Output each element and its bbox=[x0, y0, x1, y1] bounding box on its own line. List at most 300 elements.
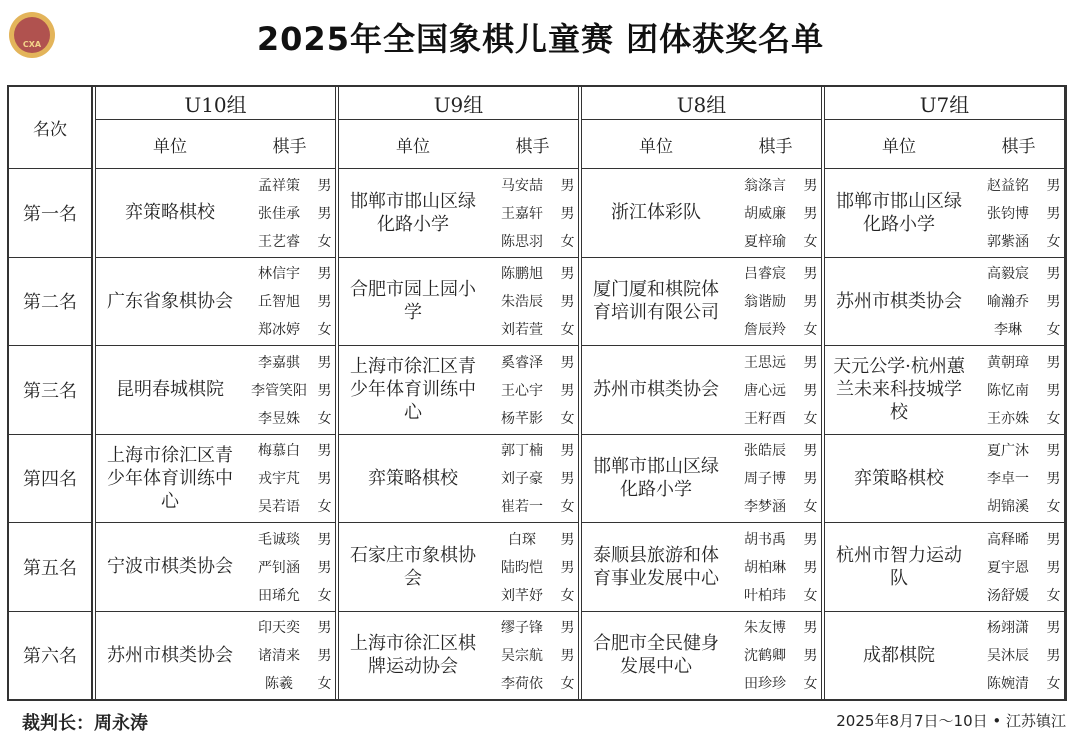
table-row bbox=[825, 346, 1064, 435]
player-list bbox=[973, 435, 1064, 523]
player-name: 诸清来 bbox=[258, 648, 300, 665]
player-name: 崔若一 bbox=[501, 499, 543, 516]
player bbox=[487, 291, 578, 311]
rank-column bbox=[9, 87, 93, 699]
player-name: 吴沐辰 bbox=[987, 648, 1029, 665]
player-gender: 男 bbox=[560, 531, 575, 548]
player bbox=[973, 645, 1064, 665]
group-header: U7组 bbox=[825, 87, 1064, 120]
player bbox=[973, 496, 1064, 516]
player-name: 吴宗航 bbox=[501, 648, 543, 665]
player bbox=[244, 468, 335, 488]
player-gender: 男 bbox=[1046, 471, 1061, 488]
table-row bbox=[96, 435, 335, 524]
group-header: U9组 bbox=[339, 87, 578, 120]
group-column-U7组 bbox=[824, 87, 1065, 699]
team-unit: 合肥市园上园小学 bbox=[350, 279, 476, 324]
player-name: 丘智旭 bbox=[258, 294, 300, 311]
player-list bbox=[487, 523, 578, 611]
player bbox=[730, 468, 821, 488]
table-row bbox=[339, 612, 578, 700]
table-row bbox=[582, 346, 821, 435]
player-gender: 女 bbox=[803, 587, 818, 604]
player bbox=[487, 175, 578, 195]
player-gender: 女 bbox=[560, 499, 575, 516]
player-name: 杨翊潇 bbox=[987, 620, 1029, 637]
table-row bbox=[825, 612, 1064, 700]
player-name: 胡威廉 bbox=[744, 205, 786, 222]
player-name: 叶柏玮 bbox=[744, 587, 786, 604]
player-gender: 男 bbox=[1046, 443, 1061, 460]
player-gender: 男 bbox=[1046, 559, 1061, 576]
unit-header: 单位 bbox=[396, 136, 430, 157]
player bbox=[487, 352, 578, 372]
player-name: 詹辰羚 bbox=[744, 322, 786, 339]
player-name: 张佳承 bbox=[258, 205, 300, 222]
team-unit: 苏州市棋类协会 bbox=[836, 290, 962, 312]
table-row bbox=[582, 435, 821, 524]
player-name: 胡锦溪 bbox=[987, 499, 1029, 516]
player-gender: 女 bbox=[317, 410, 332, 427]
sub-header bbox=[825, 120, 1064, 169]
player-name: 杨芊影 bbox=[501, 410, 543, 427]
player-name: 印天奕 bbox=[258, 620, 300, 637]
table-row bbox=[339, 435, 578, 524]
player-name: 沈鹤卿 bbox=[744, 648, 786, 665]
player-gender: 女 bbox=[803, 499, 818, 516]
player-list bbox=[973, 346, 1064, 434]
player-gender: 男 bbox=[317, 382, 332, 399]
group-header: U8组 bbox=[582, 87, 821, 120]
team-unit: 邯郸市邯山区绿化路小学 bbox=[350, 190, 476, 235]
player bbox=[730, 440, 821, 460]
player bbox=[973, 231, 1064, 251]
table-row bbox=[339, 523, 578, 612]
team-unit: 天元公学·杭州蕙兰未来科技城学校 bbox=[833, 356, 965, 424]
player-gender: 男 bbox=[317, 559, 332, 576]
team-unit: 弈策略棋校 bbox=[854, 467, 944, 489]
table-row bbox=[96, 346, 335, 435]
player-name: 陈思羽 bbox=[501, 233, 543, 250]
player-name: 翁涤言 bbox=[744, 177, 786, 194]
player-name: 陈忆南 bbox=[987, 382, 1029, 399]
table-row bbox=[825, 435, 1064, 524]
player-header: 棋手 bbox=[515, 136, 550, 157]
player bbox=[973, 291, 1064, 311]
player-gender: 男 bbox=[560, 620, 575, 637]
player-name: 翁谐励 bbox=[744, 294, 786, 311]
player-list bbox=[244, 258, 335, 346]
player bbox=[973, 380, 1064, 400]
player bbox=[973, 319, 1064, 339]
rank-label: 第一名 bbox=[9, 169, 91, 258]
player-name: 李管笑阳 bbox=[251, 382, 307, 399]
player-name: 朱浩辰 bbox=[501, 294, 543, 311]
player bbox=[730, 175, 821, 195]
player-gender: 男 bbox=[803, 531, 818, 548]
player bbox=[244, 496, 335, 516]
player-gender: 男 bbox=[803, 559, 818, 576]
player-gender: 女 bbox=[803, 410, 818, 427]
player bbox=[487, 319, 578, 339]
table-row bbox=[96, 258, 335, 347]
team-unit: 昆明春城棋院 bbox=[116, 379, 224, 401]
player bbox=[973, 352, 1064, 372]
rank-label: 第三名 bbox=[9, 346, 91, 435]
player-gender: 男 bbox=[317, 266, 332, 283]
player bbox=[244, 352, 335, 372]
team-unit: 泰顺县旅游和体育事业发展中心 bbox=[593, 544, 719, 589]
player-name: 马安喆 bbox=[501, 177, 543, 194]
player bbox=[730, 673, 821, 693]
player bbox=[244, 408, 335, 428]
player bbox=[244, 380, 335, 400]
player-gender: 男 bbox=[317, 531, 332, 548]
player bbox=[244, 617, 335, 637]
player-gender: 女 bbox=[1046, 233, 1061, 250]
player-name: 胡书禹 bbox=[744, 531, 786, 548]
player-gender: 女 bbox=[560, 322, 575, 339]
team-unit: 广东省象棋协会 bbox=[107, 290, 233, 312]
player-gender: 男 bbox=[1046, 294, 1061, 311]
rank-label: 第六名 bbox=[23, 646, 77, 668]
player-name: 陆昀恺 bbox=[501, 559, 543, 576]
player bbox=[973, 175, 1064, 195]
team-unit: 弈策略棋校 bbox=[368, 467, 458, 489]
player-name: 李昱姝 bbox=[258, 410, 300, 427]
player-name: 陈羲 bbox=[265, 676, 293, 693]
player bbox=[244, 175, 335, 195]
player-gender: 男 bbox=[560, 354, 575, 371]
player-gender: 女 bbox=[803, 676, 818, 693]
player-list bbox=[487, 612, 578, 700]
player-gender: 男 bbox=[803, 443, 818, 460]
table-row bbox=[96, 612, 335, 700]
player bbox=[487, 468, 578, 488]
player-name: 田珍珍 bbox=[744, 676, 786, 693]
player-name: 刘芊妤 bbox=[501, 587, 543, 604]
player-name: 王思远 bbox=[744, 354, 786, 371]
player bbox=[244, 645, 335, 665]
player-gender: 女 bbox=[560, 587, 575, 604]
player bbox=[973, 203, 1064, 223]
player bbox=[973, 673, 1064, 693]
date-place: 2025年8月7日～10日 • 江苏镇江 bbox=[836, 712, 1066, 730]
player-gender: 男 bbox=[560, 382, 575, 399]
player-list bbox=[973, 523, 1064, 611]
player-name: 毛诚琰 bbox=[258, 531, 300, 548]
table-row bbox=[582, 258, 821, 347]
player bbox=[487, 203, 578, 223]
player-name: 高毅宸 bbox=[987, 266, 1029, 283]
rank-header: 名次 bbox=[9, 87, 91, 169]
player-list bbox=[730, 169, 821, 257]
player-name: 王亦姝 bbox=[987, 410, 1029, 427]
player-name: 喻瀚乔 bbox=[987, 294, 1029, 311]
player-gender: 男 bbox=[560, 648, 575, 665]
player-gender: 男 bbox=[317, 294, 332, 311]
unit-header: 单位 bbox=[882, 136, 916, 157]
player-gender: 男 bbox=[803, 648, 818, 665]
player-gender: 男 bbox=[317, 177, 332, 194]
player-name: 王嘉轩 bbox=[501, 205, 543, 222]
player-list bbox=[973, 169, 1064, 257]
player-name: 梅慕白 bbox=[258, 443, 300, 460]
player-list bbox=[487, 435, 578, 523]
team-unit: 宁波市棋类协会 bbox=[107, 556, 233, 578]
player bbox=[487, 645, 578, 665]
player-name: 夏宇恩 bbox=[987, 559, 1029, 576]
player bbox=[244, 529, 335, 549]
player bbox=[973, 617, 1064, 637]
player-gender: 男 bbox=[560, 266, 575, 283]
player bbox=[730, 408, 821, 428]
rank-label: 第五名 bbox=[9, 523, 91, 612]
team-unit: 苏州市棋类协会 bbox=[593, 379, 719, 401]
player bbox=[244, 291, 335, 311]
player-header: 棋手 bbox=[272, 136, 307, 157]
player-name: 刘若萱 bbox=[501, 322, 543, 339]
player-header: 棋手 bbox=[1001, 136, 1036, 157]
player-name: 李卓一 bbox=[987, 471, 1029, 488]
player bbox=[973, 408, 1064, 428]
table-row bbox=[582, 169, 821, 258]
player-name: 奚睿泽 bbox=[501, 354, 543, 371]
player-gender: 男 bbox=[560, 294, 575, 311]
player bbox=[730, 529, 821, 549]
player-name: 孟祥策 bbox=[258, 177, 300, 194]
player-gender: 男 bbox=[803, 294, 818, 311]
team-unit: 上海市徐汇区棋牌运动协会 bbox=[350, 633, 476, 678]
player bbox=[730, 645, 821, 665]
player-list bbox=[487, 258, 578, 346]
unit-header: 单位 bbox=[639, 136, 673, 157]
player bbox=[244, 440, 335, 460]
player-name: 汤舒媛 bbox=[987, 587, 1029, 604]
player-gender: 女 bbox=[560, 233, 575, 250]
rank-label: 第四名 bbox=[9, 435, 91, 524]
player bbox=[487, 263, 578, 283]
player-gender: 男 bbox=[317, 471, 332, 488]
player bbox=[487, 408, 578, 428]
player-list bbox=[973, 612, 1064, 700]
rank-label: 第二名 bbox=[9, 258, 91, 347]
player-name: 王心宇 bbox=[501, 382, 543, 399]
player-name: 高释晞 bbox=[987, 531, 1029, 548]
player-name: 周子博 bbox=[744, 471, 786, 488]
player-gender: 男 bbox=[1046, 354, 1061, 371]
team-unit: 杭州市智力运动队 bbox=[836, 544, 962, 589]
player-header: 棋手 bbox=[758, 136, 793, 157]
player-name: 夏梓瑜 bbox=[744, 233, 786, 250]
player-name: 刘子豪 bbox=[501, 471, 543, 488]
player-gender: 女 bbox=[317, 233, 332, 250]
player-gender: 女 bbox=[1046, 587, 1061, 604]
player-name: 郑冰婷 bbox=[258, 322, 300, 339]
awards-table bbox=[7, 85, 1067, 701]
table-row bbox=[582, 612, 821, 700]
player-gender: 男 bbox=[1046, 382, 1061, 399]
player bbox=[487, 673, 578, 693]
player-gender: 女 bbox=[803, 233, 818, 250]
chief-referee: 裁判长：周永涛 bbox=[22, 713, 148, 734]
player-name: 李梦涵 bbox=[744, 499, 786, 516]
player bbox=[730, 557, 821, 577]
player-gender: 男 bbox=[803, 471, 818, 488]
player-gender: 男 bbox=[803, 620, 818, 637]
player-gender: 女 bbox=[560, 676, 575, 693]
player-name: 李琳 bbox=[994, 322, 1022, 339]
player-gender: 女 bbox=[317, 322, 332, 339]
player-gender: 女 bbox=[317, 676, 332, 693]
player-gender: 男 bbox=[317, 620, 332, 637]
player-gender: 男 bbox=[560, 205, 575, 222]
player-list bbox=[244, 523, 335, 611]
unit-header: 单位 bbox=[153, 136, 187, 157]
team-unit: 苏州市棋类协会 bbox=[107, 644, 233, 666]
player bbox=[730, 231, 821, 251]
group-column-U9组 bbox=[338, 87, 579, 699]
group-column-U8组 bbox=[581, 87, 822, 699]
sub-header bbox=[582, 120, 821, 169]
player-name: 林信宇 bbox=[258, 266, 300, 283]
player-name: 朱友博 bbox=[744, 620, 786, 637]
player-name: 郭丁楠 bbox=[501, 443, 543, 460]
player bbox=[244, 319, 335, 339]
team-unit: 合肥市全民健身发展中心 bbox=[593, 633, 719, 678]
player-name: 郭紫涵 bbox=[987, 233, 1029, 250]
player bbox=[487, 557, 578, 577]
player-gender: 男 bbox=[1046, 266, 1061, 283]
player-name: 张皓辰 bbox=[744, 443, 786, 460]
player-name: 赵益铭 bbox=[987, 177, 1029, 194]
player bbox=[487, 380, 578, 400]
player-name: 缪子锋 bbox=[501, 620, 543, 637]
player-gender: 男 bbox=[560, 177, 575, 194]
team-unit: 上海市徐汇区青少年体育训练中心 bbox=[107, 444, 233, 512]
player-name: 吴若语 bbox=[258, 499, 300, 516]
player-gender: 男 bbox=[317, 443, 332, 460]
group-column-U10组 bbox=[95, 87, 336, 699]
table-row bbox=[339, 169, 578, 258]
player-gender: 男 bbox=[317, 205, 332, 222]
player-name: 田琋允 bbox=[258, 587, 300, 604]
player-gender: 女 bbox=[317, 587, 332, 604]
table-row bbox=[96, 523, 335, 612]
player-name: 张钧博 bbox=[987, 205, 1029, 222]
player-gender: 女 bbox=[317, 499, 332, 516]
player bbox=[730, 617, 821, 637]
table-row bbox=[339, 258, 578, 347]
player bbox=[730, 585, 821, 605]
player-gender: 男 bbox=[1046, 177, 1061, 194]
player bbox=[730, 291, 821, 311]
player bbox=[487, 529, 578, 549]
team-unit: 上海市徐汇区青少年体育训练中心 bbox=[350, 356, 476, 424]
player-gender: 男 bbox=[1046, 531, 1061, 548]
player-gender: 男 bbox=[560, 471, 575, 488]
table-row bbox=[825, 523, 1064, 612]
team-unit: 石家庄市象棋协会 bbox=[350, 544, 476, 589]
player-list bbox=[730, 258, 821, 346]
player-gender: 女 bbox=[803, 322, 818, 339]
player bbox=[973, 529, 1064, 549]
player-list bbox=[730, 612, 821, 700]
sub-header bbox=[339, 120, 578, 169]
player-gender: 男 bbox=[1046, 620, 1061, 637]
table-row bbox=[339, 346, 578, 435]
player-list bbox=[487, 169, 578, 257]
player-gender: 女 bbox=[1046, 499, 1061, 516]
player-name: 陈婉清 bbox=[987, 676, 1029, 693]
player bbox=[244, 231, 335, 251]
player-gender: 男 bbox=[560, 443, 575, 460]
player-name: 黄朝璋 bbox=[987, 354, 1029, 371]
player-list bbox=[487, 346, 578, 434]
player-name: 唐心远 bbox=[744, 382, 786, 399]
page-title: 2025年全国象棋儿童赛 团体获奖名单 bbox=[256, 20, 825, 58]
table-row bbox=[825, 258, 1064, 347]
player-list bbox=[244, 346, 335, 434]
team-unit: 邯郸市邯山区绿化路小学 bbox=[593, 456, 719, 501]
player-gender: 男 bbox=[803, 382, 818, 399]
player-name: 胡柏琳 bbox=[744, 559, 786, 576]
group-header: U10组 bbox=[96, 87, 335, 120]
table-row bbox=[582, 523, 821, 612]
player-list bbox=[730, 523, 821, 611]
player-gender: 女 bbox=[1046, 322, 1061, 339]
player bbox=[487, 617, 578, 637]
player bbox=[487, 440, 578, 460]
team-unit: 厦门厦和棋院体育培训有限公司 bbox=[593, 279, 719, 324]
player bbox=[730, 352, 821, 372]
player-gender: 女 bbox=[1046, 410, 1061, 427]
player bbox=[487, 496, 578, 516]
player-list bbox=[244, 612, 335, 700]
player-gender: 女 bbox=[1046, 676, 1061, 693]
sub-header bbox=[96, 120, 335, 169]
player bbox=[730, 263, 821, 283]
player-list bbox=[244, 435, 335, 523]
player bbox=[730, 380, 821, 400]
player bbox=[730, 319, 821, 339]
player-name: 吕睿宸 bbox=[744, 266, 786, 283]
player-name: 夏广沐 bbox=[987, 443, 1029, 460]
player-list bbox=[973, 258, 1064, 346]
player-name: 李嘉骐 bbox=[258, 354, 300, 371]
player bbox=[244, 263, 335, 283]
table-row bbox=[825, 169, 1064, 258]
team-unit: 浙江体彩队 bbox=[611, 202, 701, 224]
player bbox=[244, 673, 335, 693]
player-gender: 男 bbox=[317, 354, 332, 371]
player bbox=[244, 585, 335, 605]
player-list bbox=[730, 346, 821, 434]
player bbox=[973, 263, 1064, 283]
team-unit: 邯郸市邯山区绿化路小学 bbox=[836, 190, 962, 235]
player-name: 王艺睿 bbox=[258, 233, 300, 250]
player bbox=[730, 496, 821, 516]
player-gender: 男 bbox=[803, 177, 818, 194]
player bbox=[973, 557, 1064, 577]
player bbox=[244, 203, 335, 223]
player-gender: 男 bbox=[1046, 648, 1061, 665]
player-gender: 男 bbox=[803, 266, 818, 283]
player bbox=[244, 557, 335, 577]
player bbox=[973, 468, 1064, 488]
team-unit: 弈策略棋校 bbox=[125, 202, 215, 224]
cxa-logo: CXA bbox=[9, 12, 55, 58]
